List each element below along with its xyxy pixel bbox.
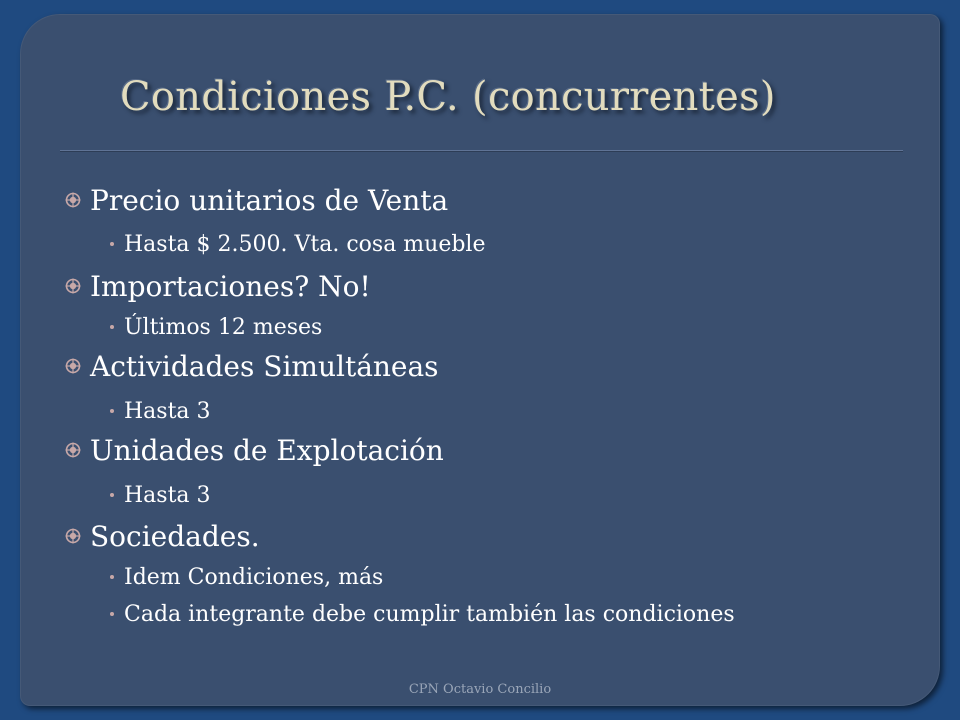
sub-bullet-item — [110, 229, 486, 259]
bullet-item — [64, 516, 260, 556]
sub-bullet-label: Hasta 3 — [124, 482, 211, 508]
dot-icon — [110, 612, 114, 616]
sub-bullet-label: Idem Condiciones, más — [124, 564, 384, 590]
sub-bullet-label: Hasta $ 2.500. Vta. cosa mueble — [124, 231, 486, 257]
dot-icon — [110, 242, 114, 246]
sub-bullet-item — [110, 480, 211, 510]
sub-bullet-label: Hasta 3 — [124, 398, 211, 424]
circle-cross-icon — [64, 441, 82, 459]
dot-icon — [110, 409, 114, 413]
sub-bullet-item — [110, 396, 211, 426]
dot-icon — [110, 493, 114, 497]
slide-title: Condiciones P.C. (concurrentes) — [120, 74, 776, 120]
bullet-label: Unidades de Explotación — [90, 433, 444, 467]
sub-bullet-item — [110, 312, 322, 342]
circle-cross-icon — [64, 191, 82, 209]
bullet-label: Sociedades. — [90, 519, 260, 553]
bullet-item — [64, 346, 439, 386]
dot-icon — [110, 325, 114, 329]
sub-bullet-label: Últimos 12 meses — [124, 314, 323, 340]
sub-bullet-item — [110, 599, 735, 629]
circle-cross-icon — [64, 357, 82, 375]
circle-cross-icon — [64, 277, 82, 295]
circle-cross-icon — [64, 527, 82, 545]
bullet-label: Importaciones? No! — [90, 269, 371, 303]
bullet-label: Actividades Simultáneas — [90, 349, 439, 383]
bullet-item — [64, 430, 444, 470]
sub-bullet-label: Cada integrante debe cumplir también las condiciones — [124, 601, 735, 627]
bullet-item — [64, 266, 371, 306]
dot-icon — [110, 575, 114, 579]
sub-bullet-item — [110, 562, 383, 592]
bullet-label: Precio unitarios de Venta — [90, 183, 449, 217]
bullet-item — [64, 180, 448, 220]
slide-footer: CPN Octavio Concilio — [408, 682, 552, 697]
